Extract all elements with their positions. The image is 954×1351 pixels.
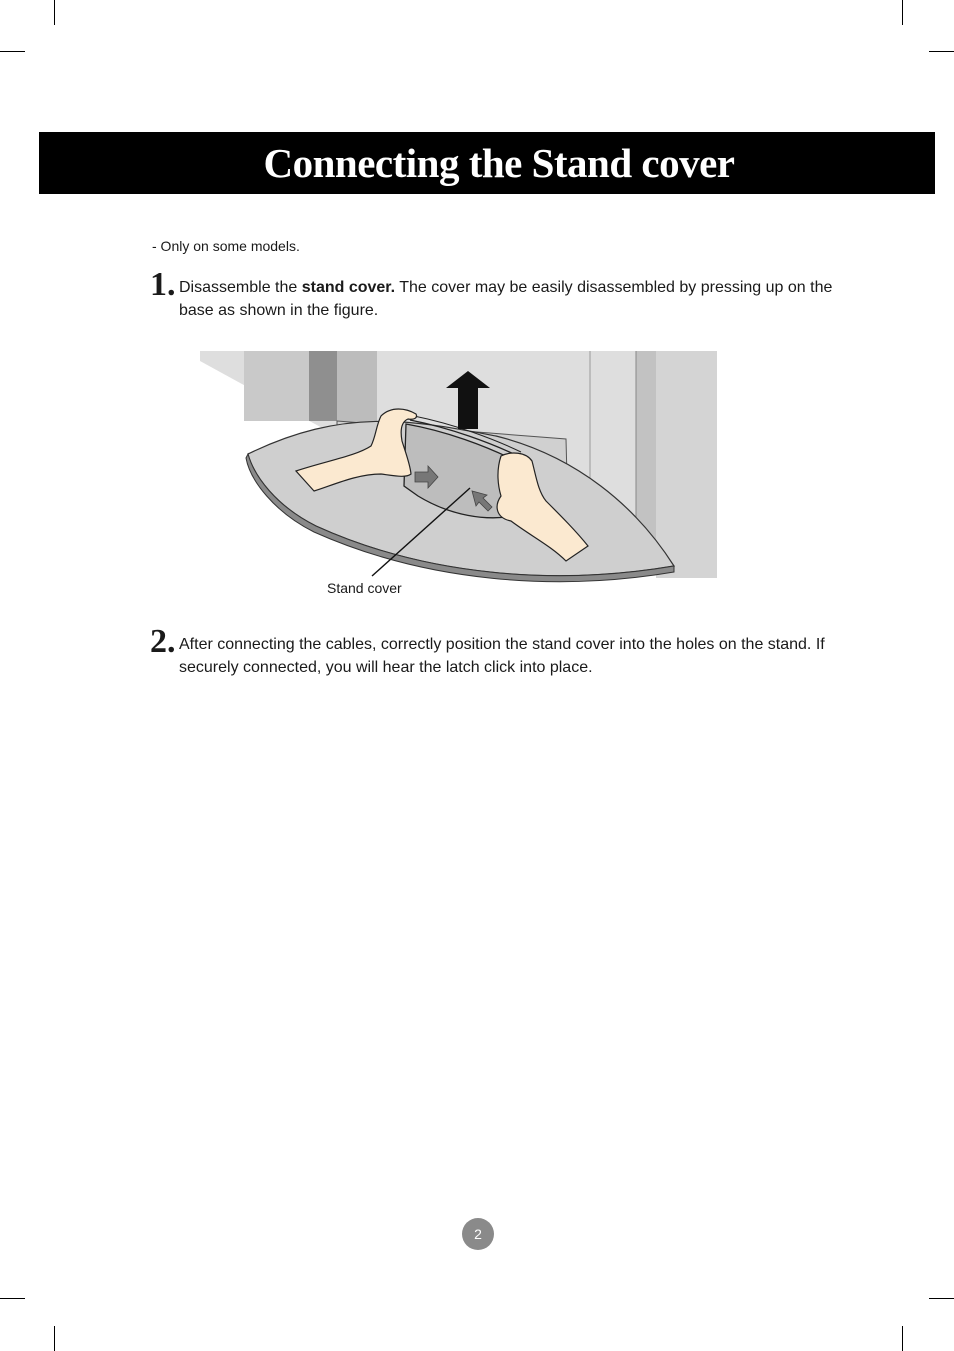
page-number: 2	[462, 1218, 494, 1250]
step-text: After connecting the cables, correctly position the stand cover into the holes on the stand. If securely connected, you will hear the latch click into place.	[179, 636, 825, 676]
models-note: - Only on some models.	[152, 238, 300, 254]
step-text-bold: stand cover.	[301, 279, 396, 296]
stand-cover-illustration	[196, 346, 721, 596]
crop-mark	[0, 51, 25, 52]
crop-mark	[929, 51, 954, 52]
crop-mark	[902, 0, 903, 25]
crop-mark	[902, 1326, 903, 1351]
step-number: 2.	[150, 623, 176, 660]
step-text-lead: Disassemble the	[179, 279, 302, 296]
crop-mark	[54, 0, 55, 25]
stand-cover-label: Stand cover	[327, 580, 402, 596]
crop-mark	[54, 1326, 55, 1351]
crop-mark	[0, 1298, 25, 1299]
step-text-rest: The cover may be easily disassembled by pressing up on the base as shown in the figure.	[179, 279, 833, 319]
page-title: Connecting the Stand cover	[263, 140, 735, 186]
step-number: 1.	[150, 266, 176, 303]
crop-mark	[929, 1298, 954, 1299]
title-banner	[39, 132, 935, 194]
step-text	[179, 276, 839, 322]
